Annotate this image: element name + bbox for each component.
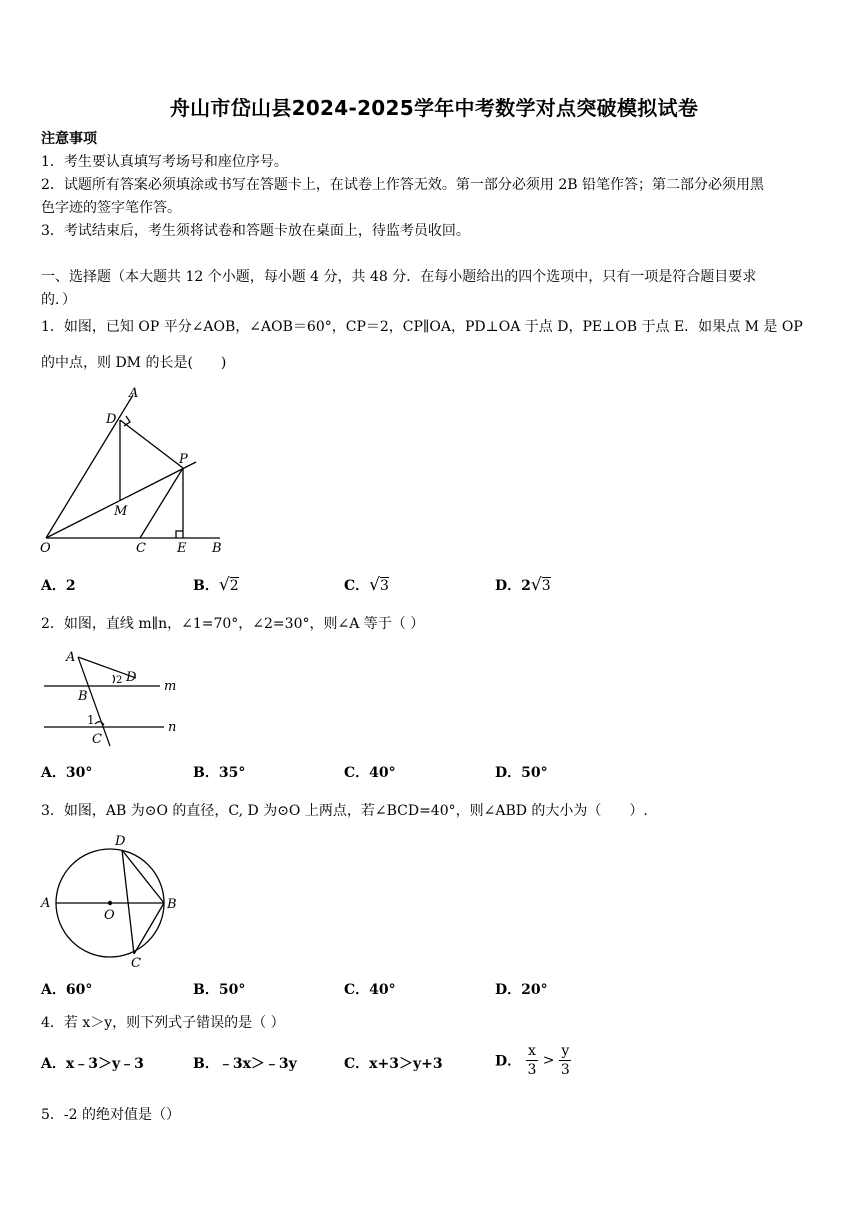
q4-option-d: D． $\frac{x}{3}$ > $\frac{y}{3}$ — [495, 1043, 570, 1078]
q2-label-angle2: 2 — [116, 675, 123, 686]
q3-option-c: C．40° — [344, 982, 396, 998]
q1-label-C: C — [136, 541, 146, 556]
section-heading-cont: 的．） — [41, 292, 76, 308]
q3-option-a: A．60° — [41, 982, 93, 998]
q1-label-A: A — [129, 386, 139, 401]
q3-option-b: B．50° — [193, 982, 246, 998]
q2-option-b: B．35° — [193, 765, 246, 781]
notice-heading: 注意事项 — [41, 131, 97, 147]
q1-stem: 1．如图，已知 OP 平分∠AOB，∠AOB＝60°，CP＝2，CP∥OA，PD⊥OA 于点 D，PE⊥OB 于点 E．如果点 M 是 OP — [41, 319, 803, 335]
q3-label-C: C — [131, 956, 141, 970]
q3-stem: 3．如图，AB 为⊙O 的直径，C, D 为⊙O 上两点，若∠BCD=40°，则∠ABD 的大小为（ ）. — [41, 803, 648, 819]
q3-label-D: D — [115, 834, 126, 849]
q3-label-B: B — [167, 897, 177, 912]
notice-item-1: 1．考生要认真填写考场号和座位序号。 — [41, 154, 288, 170]
q2-option-d: D．50° — [495, 765, 548, 781]
q1-label-D: D — [106, 412, 117, 427]
q5-stem: 5．-2 的绝对值是（） — [41, 1107, 180, 1123]
q2-figure — [40, 645, 190, 750]
q2-label-angle1: 1 — [87, 713, 95, 727]
notice-item-3: 3．考试结束后，考生须将试卷和答题卡放在桌面上，待监考员收回。 — [41, 223, 470, 239]
notice-item-2: 2．试题所有答案必须填涂或书写在答题卡上，在试卷上作答无效。第一部分必须用 2B 铅笔作答；第二部分必须用黑 — [41, 177, 764, 193]
q1-label-P: P — [179, 452, 188, 467]
q4-option-a: A．x﹣3＞y﹣3 — [41, 1056, 144, 1072]
q3-option-d: D．20° — [495, 982, 548, 998]
q1-option-d: D．2√3 — [495, 575, 551, 595]
q3-label-A: A — [41, 896, 51, 911]
q2-option-a: A．30° — [41, 765, 93, 781]
q4-option-c: C．x+3＞y+3 — [344, 1056, 443, 1072]
q2-option-c: C．40° — [344, 765, 396, 781]
section-heading: 一、选择题（本大题共 12 个小题，每小题 4 分，共 48 分．在每小题给出的四个选项中，只有一项是符合题目要求 — [41, 269, 757, 285]
q1-figure — [38, 384, 228, 556]
notice-item-2-cont: 色字迹的签字笔作答。 — [41, 200, 181, 216]
q1-label-M: M — [114, 504, 128, 519]
q3-label-O: O — [104, 908, 115, 923]
q2-label-A: A — [66, 650, 76, 665]
q1-option-c: C．√3 — [344, 575, 389, 595]
q1-label-O: O — [40, 541, 51, 556]
q2-label-C: C — [92, 732, 102, 747]
q2-label-m: m — [164, 679, 177, 694]
q4-option-b: B．﹣3x＞﹣3y — [193, 1056, 297, 1072]
q2-stem: 2．如图，直线 m∥n，∠1=70°，∠2=30°，则∠A 等于（ ） — [41, 616, 425, 632]
q1-stem-cont: 的中点，则 DM 的长是( ) — [41, 355, 227, 371]
q2-label-B: B — [78, 689, 88, 704]
page-title: 舟山市岱山县2024-2025学年中考数学对点突破模拟试卷 — [169, 96, 699, 120]
q2-label-D: D — [126, 670, 137, 685]
q1-option-b: B．√2 — [193, 575, 239, 595]
q1-label-B: B — [212, 541, 222, 556]
q3-figure — [36, 830, 186, 970]
q4-stem: 4．若 x＞y，则下列式子错误的是（ ） — [41, 1015, 285, 1031]
q1-option-a: A．2 — [41, 578, 76, 594]
q1-label-E: E — [177, 541, 187, 556]
q2-label-n: n — [168, 720, 177, 735]
